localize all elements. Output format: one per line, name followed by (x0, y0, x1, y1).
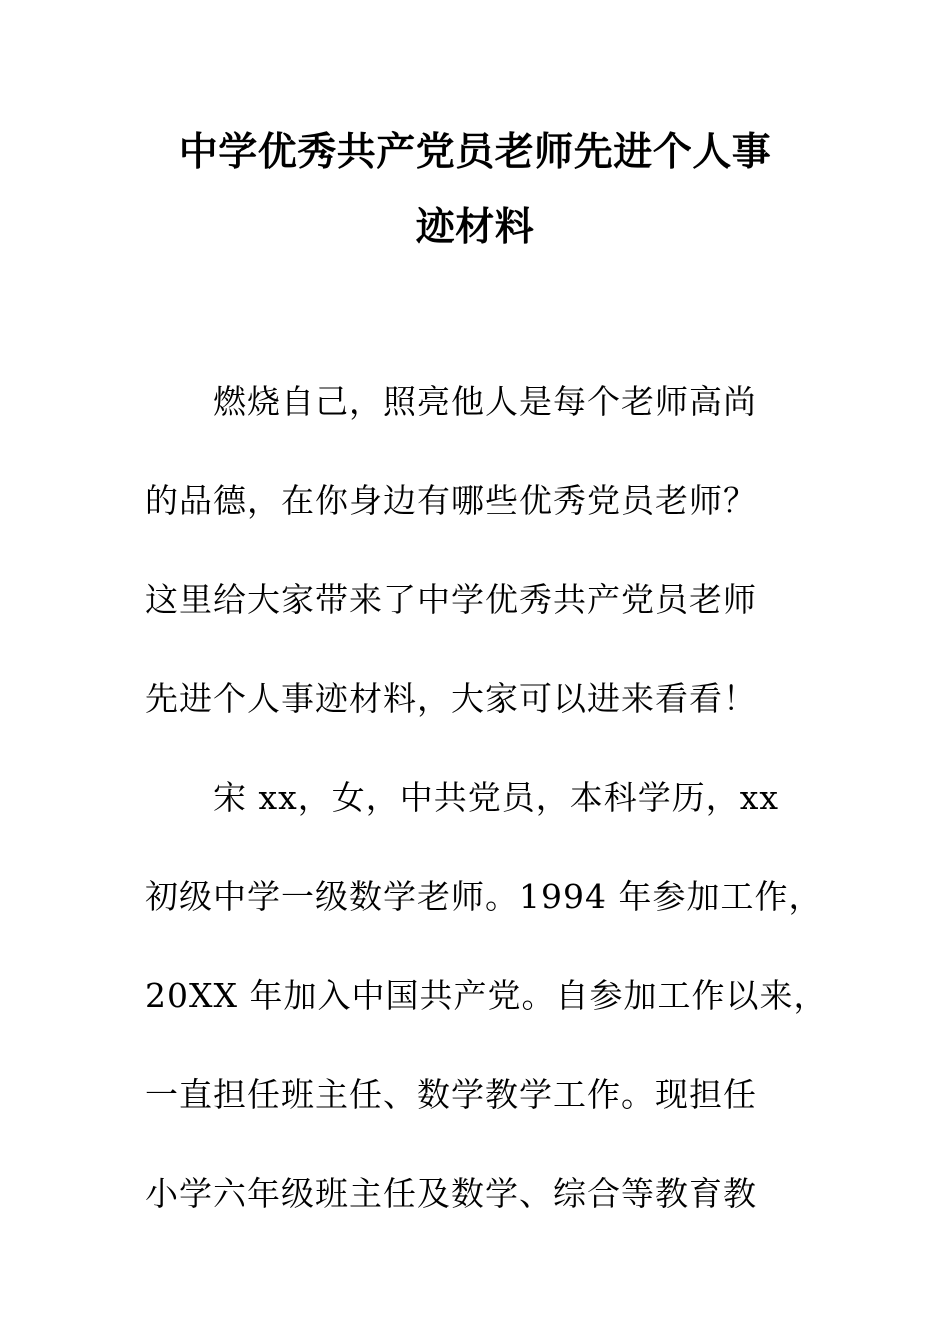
paragraph-2-line-3: 20XX 年加入中国共产党。自参加工作以来， (145, 976, 828, 1015)
paragraph-2-line-4: 一直担任班主任、数学教学工作。现担任 (145, 1075, 757, 1114)
paragraph-2-line-5: 小学六年级班主任及数学、综合等教育教 (145, 1174, 757, 1213)
paragraph-1-line-3: 这里给大家带来了中学优秀共产党员老师 (145, 580, 757, 619)
document-title-line-2: 迹材料 (415, 204, 535, 250)
paragraph-2-line-2: 初级中学一级数学老师。1994 年参加工作， (145, 877, 823, 916)
document-title-line-1: 中学优秀共产党员老师先进个人事 (178, 129, 772, 175)
paragraph-1-line-4: 先进个人事迹材料，大家可以进来看看！ (145, 679, 757, 718)
paragraph-1-line-2: 的品德，在你身边有哪些优秀党员老师？ (145, 481, 757, 520)
paragraph-2-line-1: 宋 xx，女，中共党员，本科学历，xx (213, 778, 779, 817)
paragraph-1-line-1: 燃烧自己，照亮他人是每个老师高尚 (213, 382, 757, 421)
